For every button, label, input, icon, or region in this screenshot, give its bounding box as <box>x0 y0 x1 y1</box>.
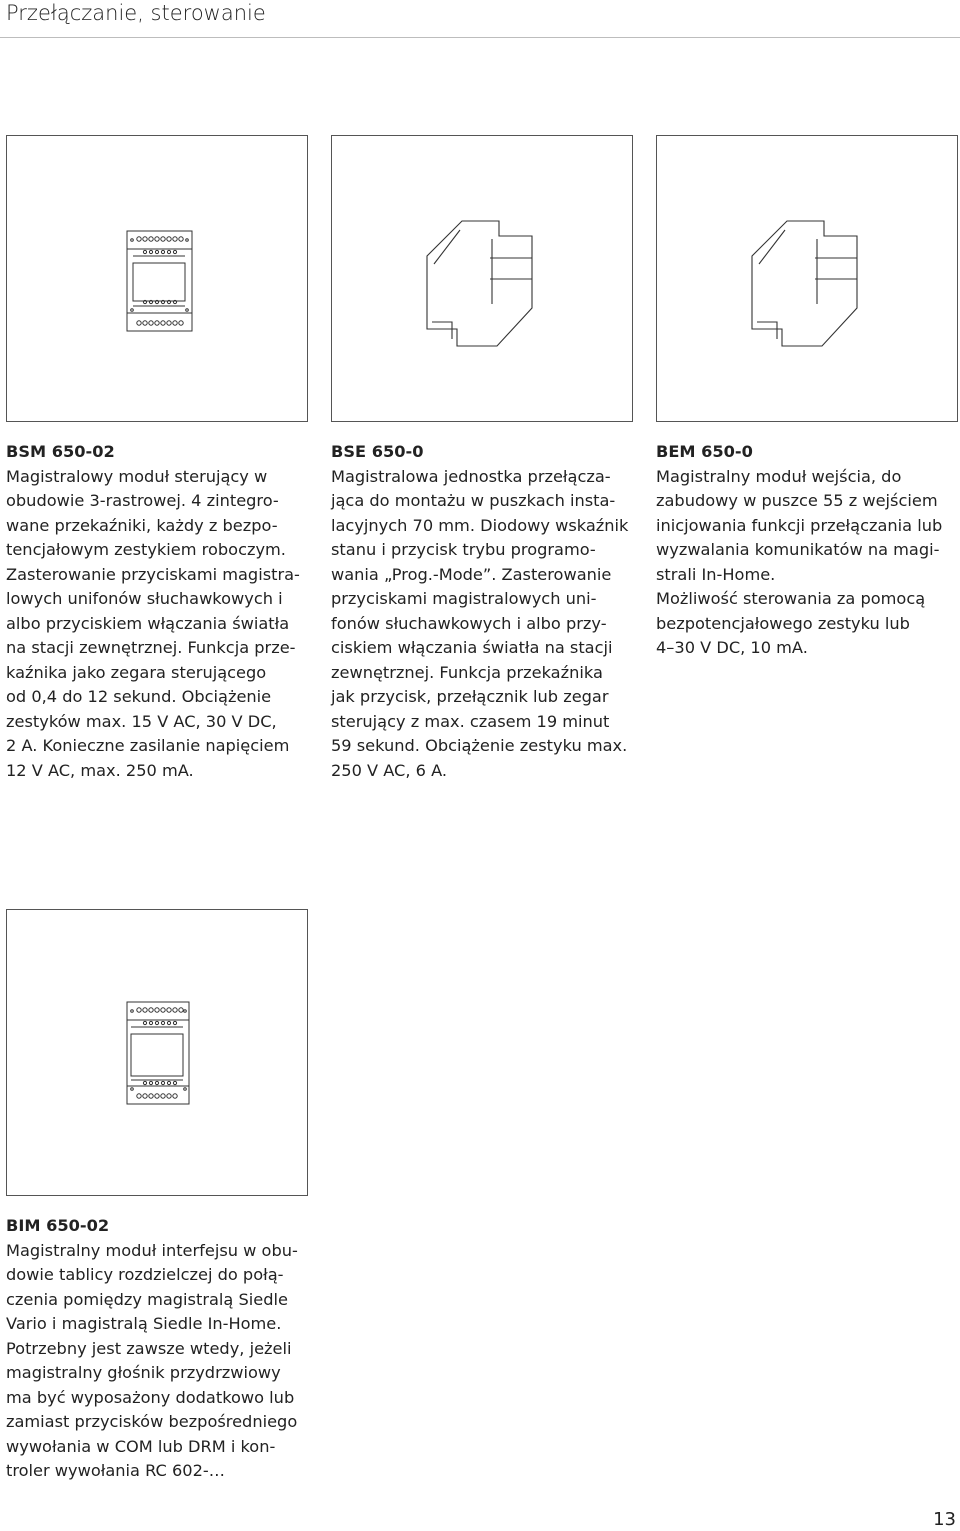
header-divider <box>0 37 960 38</box>
product-code: BIM 650-02 <box>6 1216 110 1235</box>
product-bim <box>6 1214 306 1484</box>
page-number: 13 <box>933 1509 956 1530</box>
din-rail-module-icon <box>7 910 309 1197</box>
product-image-bse <box>331 135 633 422</box>
product-code: BSM 650-02 <box>6 442 115 461</box>
page-title: Przełączanie, sterowanie <box>6 1 266 25</box>
product-description: Magistralowa jednostka przełącza- jąca do montażu w puszkach insta- lacyjnych 70 mm. Diodowy wskaźnik stanu i przycisk trybu programo- wania „Prog.-Mode”. Zasterowanie przyciskami magistralowych uni- fonów słuchawkowych i albo przy- ciskiem włączania światła na stacji zewnętrznej. Funkcja przekaźnika jak przycisk, przełącznik lub zegar sterujący z max. czasem 19 minut 59 sekund. Obciążenie zestyku max. 250 V AC, 6 A. <box>331 466 629 780</box>
din-rail-module-icon <box>7 136 309 423</box>
product-description: Magistralny moduł wejścia, do zabudowy w puszce 55 z wejściem inicjowania funkcji przełączania lub wyzwalania komunikatów na magi- strali In-Home. Możliwość sterowania za pomocą bezpotencjałowego zestyku lub 4–30 V DC, 10 mA. <box>656 466 943 657</box>
product-code: BSE 650-0 <box>331 442 424 461</box>
flush-box-module-icon <box>657 136 959 423</box>
product-bsm <box>6 440 306 783</box>
product-description: Magistralowy moduł sterujący w obudowie 3-rastrowej. 4 zintegro- wane przekaźniki, każdy z bezpo- tencjałowym zestykiem roboczym. Zasterowanie przyciskami magistra- lowych unifonów słuchawkowych i albo przyciskiem włączania światła na stacji zewnętrznej. Funkcja prze- kaźnika jako zegara sterującego od 0,4 do 12 sekund. Obciążenie zestyków max. 15 V AC, 30 V DC, 2 A. Konieczne zasilanie napięciem 12 V AC, max. 250 mA. <box>6 466 300 780</box>
product-description: Magistralny moduł interfejsu w obu- dowie tablicy rozdzielczej do połą- czenia pomiędzy magistralą Siedle Vario i magistralą Siedle In-Home. Potrzebny jest zawsze wtedy, jeżeli magistralny głośnik przydrzwiowy ma być wyposażony dodatkowo lub zamiast przycisków bezpośredniego wywołania w COM lub DRM i kon- troler wywołania RC 602-… <box>6 1240 298 1480</box>
product-bem <box>656 440 956 661</box>
product-image-bsm <box>6 135 308 422</box>
product-bse <box>331 440 631 783</box>
product-code: BEM 650-0 <box>656 442 753 461</box>
product-image-bem <box>656 135 958 422</box>
product-image-bim <box>6 909 308 1196</box>
flush-box-module-icon <box>332 136 634 423</box>
